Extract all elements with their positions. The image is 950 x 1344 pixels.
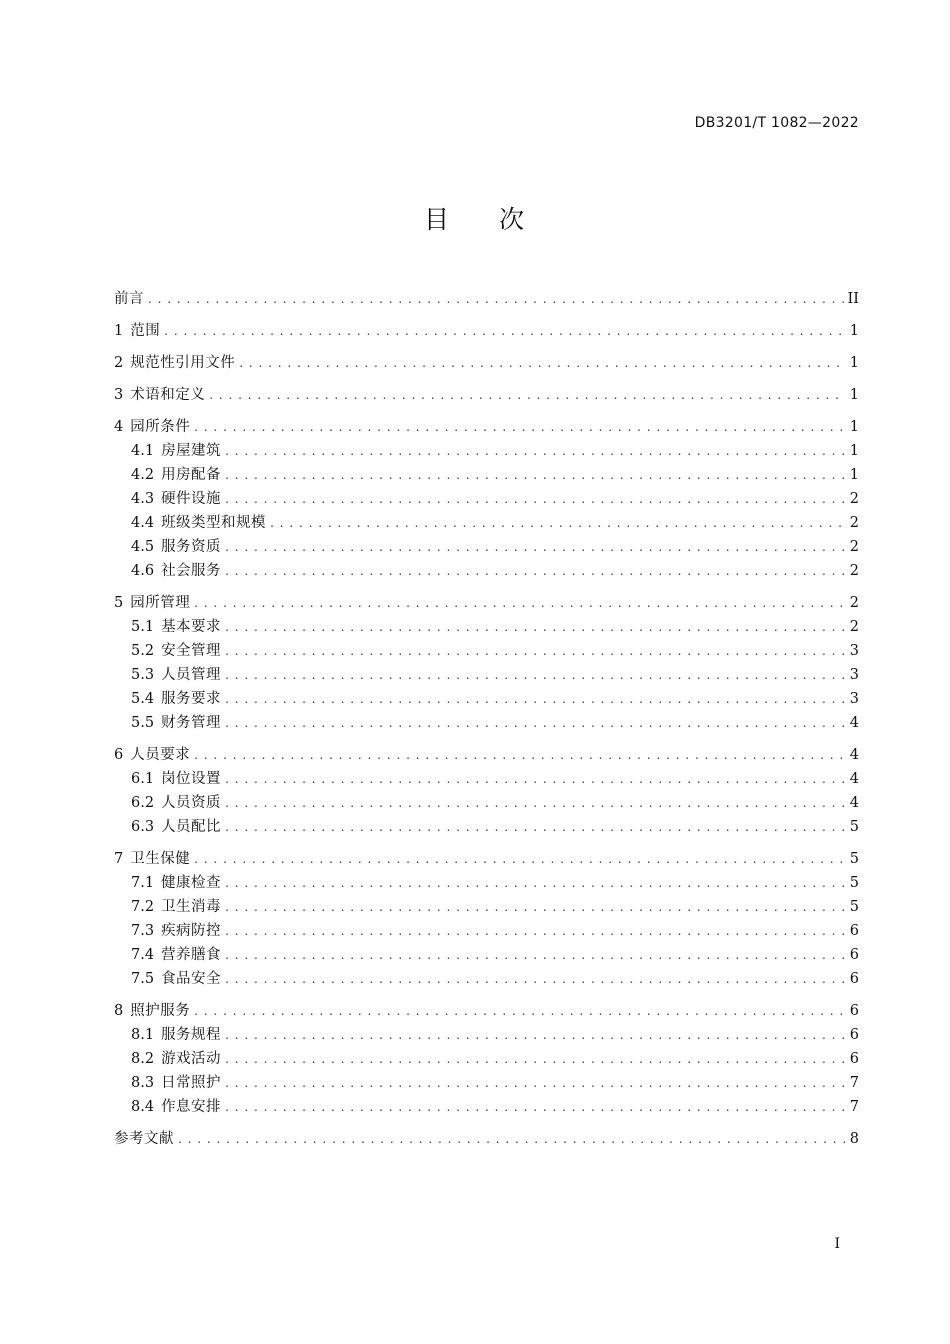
toc-entry-page: 3 bbox=[849, 667, 859, 683]
toc-entry-number: 8.4 bbox=[131, 1099, 155, 1115]
toc-entry-number: 6 bbox=[114, 747, 124, 763]
toc-entry-page: 5 bbox=[849, 851, 859, 867]
toc-entry-number: 3 bbox=[114, 387, 124, 403]
toc-entry-page: 1 bbox=[849, 467, 859, 483]
toc-entry-title: 营养膳食 bbox=[161, 947, 222, 963]
toc-entry[interactable] bbox=[114, 351, 859, 375]
toc-dot-leader bbox=[225, 1071, 845, 1095]
toc-dot-leader bbox=[225, 615, 845, 639]
toc-entry-title: 人员资质 bbox=[161, 795, 222, 811]
toc-entry-number: 4.4 bbox=[131, 515, 155, 531]
toc-entry-title: 照护服务 bbox=[130, 1003, 191, 1019]
toc-entry-page: 6 bbox=[849, 971, 859, 987]
toc-entry-number: 8.1 bbox=[131, 1027, 155, 1043]
toc-dot-leader bbox=[225, 439, 845, 463]
toc-dot-leader bbox=[225, 487, 845, 511]
toc-entry[interactable] bbox=[114, 615, 859, 639]
toc-entry-number: 8 bbox=[114, 1003, 124, 1019]
toc-entry-number: 5.4 bbox=[131, 691, 155, 707]
toc-entry-page: 6 bbox=[849, 947, 859, 963]
toc-entry-number: 7.3 bbox=[131, 923, 155, 939]
toc-entry-title: 食品安全 bbox=[161, 971, 222, 987]
toc-entry-number: 4 bbox=[114, 419, 124, 435]
table-of-contents bbox=[114, 287, 859, 1151]
toc-entry-number: 5.1 bbox=[131, 619, 155, 635]
toc-entry[interactable] bbox=[114, 743, 859, 767]
toc-entry-number: 5.3 bbox=[131, 667, 155, 683]
toc-dot-leader bbox=[178, 1127, 845, 1151]
toc-dot-leader bbox=[194, 415, 845, 439]
toc-entry[interactable] bbox=[114, 999, 859, 1023]
toc-dot-leader bbox=[225, 791, 845, 815]
toc-entry-title: 人员要求 bbox=[130, 747, 191, 763]
toc-dot-leader bbox=[194, 591, 845, 615]
toc-entry[interactable] bbox=[114, 919, 859, 943]
toc-entry-page: 2 bbox=[849, 539, 859, 555]
document-code: DB3201/T 1082—2022 bbox=[694, 115, 859, 131]
toc-entry-number: 5.5 bbox=[131, 715, 155, 731]
toc-entry[interactable] bbox=[114, 439, 859, 463]
toc-entry-title: 财务管理 bbox=[161, 715, 222, 731]
toc-entry-title: 园所管理 bbox=[130, 595, 191, 611]
toc-entry[interactable] bbox=[114, 967, 859, 991]
toc-entry-title: 社会服务 bbox=[161, 563, 222, 579]
toc-dot-leader bbox=[194, 743, 845, 767]
page-number: I bbox=[834, 1236, 840, 1252]
toc-entry-page: 5 bbox=[849, 899, 859, 915]
toc-entry[interactable] bbox=[114, 663, 859, 687]
toc-entry-title: 疾病防控 bbox=[161, 923, 222, 939]
toc-entry-title: 岗位设置 bbox=[161, 771, 222, 787]
toc-dot-leader bbox=[225, 639, 845, 663]
toc-entry[interactable] bbox=[114, 1095, 859, 1119]
toc-entry-title: 规范性引用文件 bbox=[130, 355, 236, 371]
toc-entry-number: 4.1 bbox=[131, 443, 155, 459]
toc-dot-leader bbox=[225, 711, 845, 735]
toc-entry-number: 2 bbox=[114, 355, 124, 371]
toc-entry-number: 4.5 bbox=[131, 539, 155, 555]
toc-entry-page: II bbox=[847, 291, 859, 307]
toc-entry-page: 1 bbox=[849, 387, 859, 403]
toc-entry-title: 日常照护 bbox=[161, 1075, 222, 1091]
toc-entry-number: 6.1 bbox=[131, 771, 155, 787]
toc-entry-page: 4 bbox=[849, 747, 859, 763]
toc-entry[interactable] bbox=[114, 535, 859, 559]
toc-entry-title: 用房配备 bbox=[161, 467, 222, 483]
page-title bbox=[0, 200, 950, 236]
toc-entry[interactable] bbox=[114, 895, 859, 919]
toc-entry[interactable] bbox=[114, 487, 859, 511]
toc-entry-page: 5 bbox=[849, 875, 859, 891]
title-char-1: 目 bbox=[423, 205, 451, 234]
toc-entry-title: 园所条件 bbox=[130, 419, 191, 435]
toc-entry-number: 7 bbox=[114, 851, 124, 867]
toc-dot-leader bbox=[225, 919, 845, 943]
toc-entry[interactable] bbox=[114, 463, 859, 487]
toc-entry[interactable] bbox=[114, 871, 859, 895]
toc-entry[interactable] bbox=[114, 815, 859, 839]
toc-entry-title: 人员配比 bbox=[161, 819, 222, 835]
toc-entry-page: 5 bbox=[849, 819, 859, 835]
toc-entry[interactable] bbox=[114, 559, 859, 583]
toc-dot-leader bbox=[225, 815, 845, 839]
toc-entry[interactable] bbox=[114, 287, 859, 311]
toc-entry[interactable] bbox=[114, 319, 859, 343]
toc-entry-page: 2 bbox=[849, 563, 859, 579]
toc-dot-leader bbox=[209, 383, 845, 407]
toc-entry-title: 卫生保健 bbox=[130, 851, 191, 867]
toc-entry-title: 房屋建筑 bbox=[161, 443, 222, 459]
toc-dot-leader bbox=[164, 319, 845, 343]
toc-entry-title: 班级类型和规模 bbox=[161, 515, 267, 531]
toc-entry-number: 8.3 bbox=[131, 1075, 155, 1091]
toc-entry-number: 5.2 bbox=[131, 643, 155, 659]
toc-entry-title: 术语和定义 bbox=[130, 387, 206, 403]
toc-dot-leader bbox=[270, 511, 845, 535]
toc-entry-page: 7 bbox=[849, 1099, 859, 1115]
toc-entry[interactable] bbox=[114, 383, 859, 407]
toc-entry-page: 4 bbox=[849, 715, 859, 731]
toc-entry[interactable] bbox=[114, 791, 859, 815]
toc-entry-page: 2 bbox=[849, 491, 859, 507]
toc-dot-leader bbox=[225, 463, 845, 487]
toc-entry-title: 作息安排 bbox=[161, 1099, 222, 1115]
toc-entry-page: 8 bbox=[849, 1131, 859, 1147]
toc-entry-number: 7.2 bbox=[131, 899, 155, 915]
toc-entry-page: 7 bbox=[849, 1075, 859, 1091]
toc-entry-number: 1 bbox=[114, 323, 124, 339]
toc-entry[interactable] bbox=[114, 1023, 859, 1047]
toc-entry-page: 6 bbox=[849, 1027, 859, 1043]
toc-entry[interactable] bbox=[114, 711, 859, 735]
toc-entry-page: 3 bbox=[849, 643, 859, 659]
toc-entry[interactable] bbox=[114, 767, 859, 791]
toc-entry-number: 6.2 bbox=[131, 795, 155, 811]
toc-dot-leader bbox=[194, 847, 845, 871]
toc-dot-leader bbox=[225, 663, 845, 687]
toc-entry-page: 3 bbox=[849, 691, 859, 707]
toc-dot-leader bbox=[225, 687, 845, 711]
toc-entry[interactable] bbox=[114, 511, 859, 535]
toc-dot-leader bbox=[225, 1023, 845, 1047]
toc-entry-page: 6 bbox=[849, 923, 859, 939]
toc-entry-page: 4 bbox=[849, 795, 859, 811]
toc-entry-title: 硬件设施 bbox=[161, 491, 222, 507]
toc-entry-number: 4.3 bbox=[131, 491, 155, 507]
toc-dot-leader bbox=[225, 967, 845, 991]
toc-entry[interactable] bbox=[114, 1127, 859, 1151]
toc-entry-page: 2 bbox=[849, 515, 859, 531]
toc-entry[interactable] bbox=[114, 591, 859, 615]
toc-entry-title: 游戏活动 bbox=[161, 1051, 222, 1067]
toc-dot-leader bbox=[225, 1047, 845, 1071]
toc-entry-page: 1 bbox=[849, 443, 859, 459]
toc-dot-leader bbox=[225, 871, 845, 895]
title-char-2: 次 bbox=[499, 205, 527, 234]
toc-dot-leader bbox=[239, 351, 845, 375]
toc-entry-title: 前言 bbox=[114, 291, 144, 307]
toc-dot-leader bbox=[225, 895, 845, 919]
toc-entry-number: 7.4 bbox=[131, 947, 155, 963]
toc-entry-page: 1 bbox=[849, 419, 859, 435]
toc-entry-number: 4.2 bbox=[131, 467, 155, 483]
toc-entry-title: 服务要求 bbox=[161, 691, 222, 707]
toc-entry[interactable] bbox=[114, 639, 859, 663]
toc-entry-number: 4.6 bbox=[131, 563, 155, 579]
toc-dot-leader bbox=[148, 287, 844, 311]
toc-entry-title: 服务规程 bbox=[161, 1027, 222, 1043]
toc-entry-page: 1 bbox=[849, 323, 859, 339]
toc-entry[interactable] bbox=[114, 1047, 859, 1071]
toc-entry-page: 4 bbox=[849, 771, 859, 787]
toc-entry-page: 6 bbox=[849, 1003, 859, 1019]
toc-entry[interactable] bbox=[114, 847, 859, 871]
toc-dot-leader bbox=[194, 999, 845, 1023]
toc-dot-leader bbox=[225, 535, 845, 559]
toc-entry-page: 2 bbox=[849, 595, 859, 611]
toc-entry[interactable] bbox=[114, 687, 859, 711]
toc-entry-title: 参考文献 bbox=[114, 1131, 174, 1147]
toc-entry-number: 7.1 bbox=[131, 875, 155, 891]
toc-entry-title: 服务资质 bbox=[161, 539, 222, 555]
toc-entry-page: 6 bbox=[849, 1051, 859, 1067]
toc-entry[interactable] bbox=[114, 1071, 859, 1095]
toc-entry-page: 1 bbox=[849, 355, 859, 371]
toc-dot-leader bbox=[225, 1095, 845, 1119]
toc-entry-number: 7.5 bbox=[131, 971, 155, 987]
toc-entry-number: 5 bbox=[114, 595, 124, 611]
toc-entry-title: 基本要求 bbox=[161, 619, 222, 635]
toc-entry-number: 6.3 bbox=[131, 819, 155, 835]
toc-dot-leader bbox=[225, 559, 845, 583]
toc-dot-leader bbox=[225, 943, 845, 967]
toc-entry-title: 安全管理 bbox=[161, 643, 222, 659]
toc-entry-title: 卫生消毒 bbox=[161, 899, 222, 915]
toc-entry-title: 人员管理 bbox=[161, 667, 222, 683]
toc-entry-title: 范围 bbox=[130, 323, 161, 339]
toc-entry-number: 8.2 bbox=[131, 1051, 155, 1067]
toc-entry-page: 2 bbox=[849, 619, 859, 635]
toc-dot-leader bbox=[225, 767, 845, 791]
toc-entry-title: 健康检查 bbox=[161, 875, 222, 891]
toc-entry[interactable] bbox=[114, 415, 859, 439]
toc-entry[interactable] bbox=[114, 943, 859, 967]
